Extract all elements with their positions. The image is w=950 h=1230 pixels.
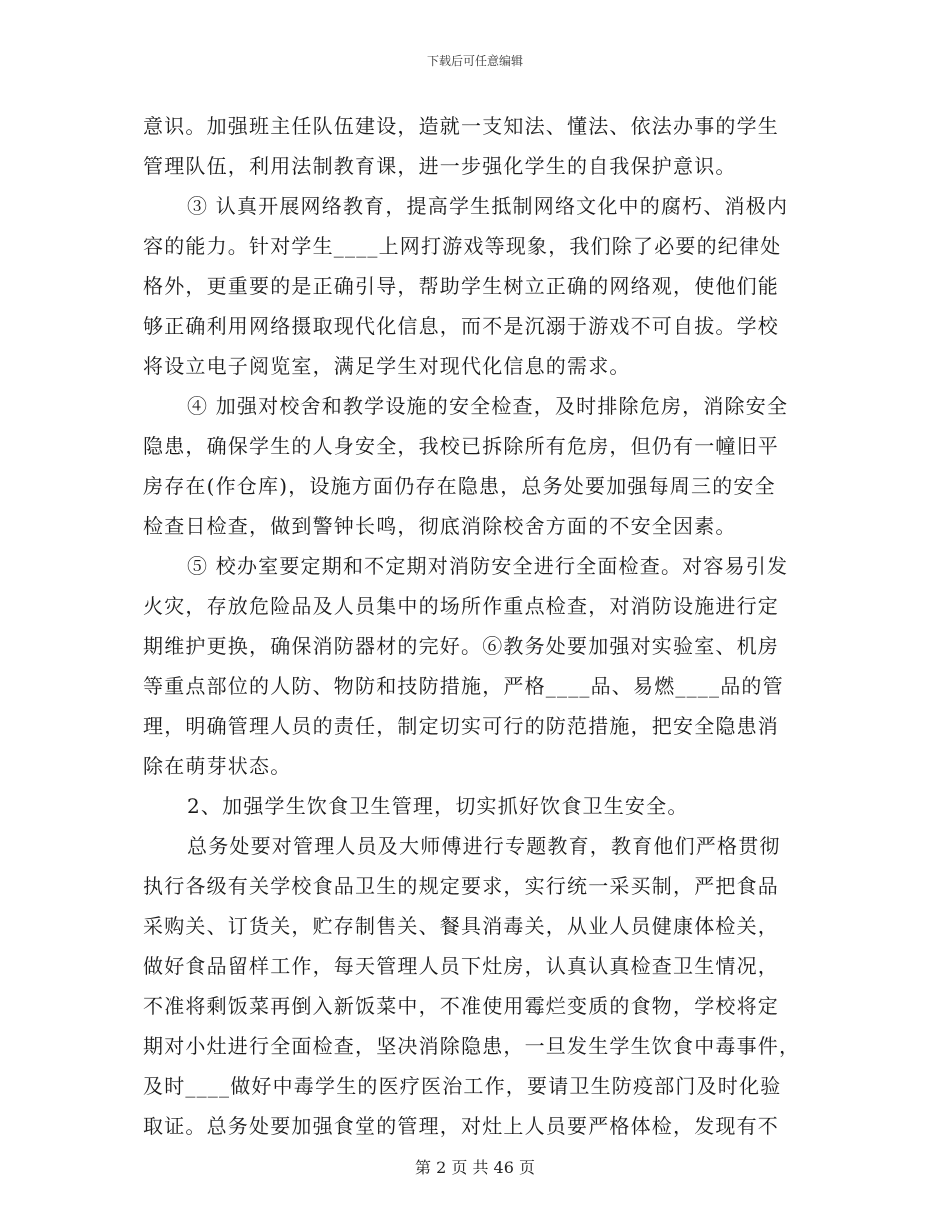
text-line: 不准将剩饭菜再倒入新饭菜中，不准使用霉烂变质的食物，学校将定 (143, 994, 779, 1018)
text-line: ③ 认真开展网络教育，提高学生抵制网络文化中的腐朽、消极内 (187, 194, 789, 218)
text-line: ⑤ 校办室要定期和不定期对消防安全进行全面检查。对容易引发 (187, 554, 789, 578)
text-line: 及时____做好中毒学生的医疗医治工作，要请卫生防疫部门及时化验 (143, 1074, 782, 1098)
text-line: ④ 加强对校舍和教学设施的安全检查，及时排除危房，消除安全 (187, 394, 789, 418)
text-line: 总务处要对管理人员及大师傅进行专题教育，教育他们严格贯彻 (187, 834, 781, 858)
text-line: 火灾，存放危险品及人员集中的场所作重点检查，对消防设施进行定 (143, 594, 779, 618)
text-line: 检查日检查，做到警钟长鸣，彻底消除校舍方面的不安全因素。 (143, 514, 737, 538)
document-body (143, 106, 808, 1146)
text-line: 理，明确管理人员的责任，制定切实可行的防范措施，把安全隐患消 (143, 714, 779, 738)
page-header: 下载后可任意编辑 (426, 54, 523, 68)
text-line: 意识。加强班主任队伍建设，造就一支知法、懂法、依法办事的学生 (143, 114, 779, 138)
text-line: 除在萌芽状态。 (143, 754, 292, 778)
text-line: 取证。总务处要加强食堂的管理，对灶上人员要严格体检，发现有不 (143, 1114, 779, 1138)
text-line: 期对小灶进行全面检查，坚决消除隐患，一旦发生学生饮食中毒事件， (143, 1034, 801, 1058)
text-line: 期维护更换，确保消防器材的完好。⑥教务处要加强对实验室、机房 (143, 634, 779, 658)
text-line: 格外，更重要的是正确引导，帮助学生树立正确的网络观，使他们能 (143, 274, 779, 298)
page-footer: 第 2 页 共 46 页 (415, 1158, 535, 1177)
text-line: 做好食品留样工作，每天管理人员下灶房，认真认真检查卫生情况， (143, 954, 779, 978)
text-line: 采购关、订货关，贮存制售关、餐具消毒关，从业人员健康体检关， (143, 914, 779, 938)
text-line: 等重点部位的人防、物防和技防措施，严格____品、易燃____品的管 (143, 674, 784, 698)
text-line: 2、加强学生饮食卫生管理，切实抓好饮食卫生安全。 (187, 794, 689, 818)
text-line: 将设立电子阅览室，满足学生对现代化信息的需求。 (143, 354, 631, 378)
text-line: 隐患，确保学生的人身安全，我校已拆除所有危房，但仍有一幢旧平 (143, 434, 779, 458)
text-line: 容的能力。针对学生____上网打游戏等现象，我们除了必要的纪律处 (143, 234, 782, 258)
text-line: 执行各级有关学校食品卫生的规定要求，实行统一采买制，严把食品 (143, 874, 779, 898)
text-line: 够正确利用网络摄取现代化信息，而不是沉溺于游戏不可自拔。学校 (143, 314, 779, 338)
text-line: 房存在(作仓库)，设施方面仍存在隐患，总务处要加强每周三的安全 (143, 474, 776, 498)
text-line: 管理队伍，利用法制教育课，进一步强化学生的自我保护意识。 (143, 154, 737, 178)
